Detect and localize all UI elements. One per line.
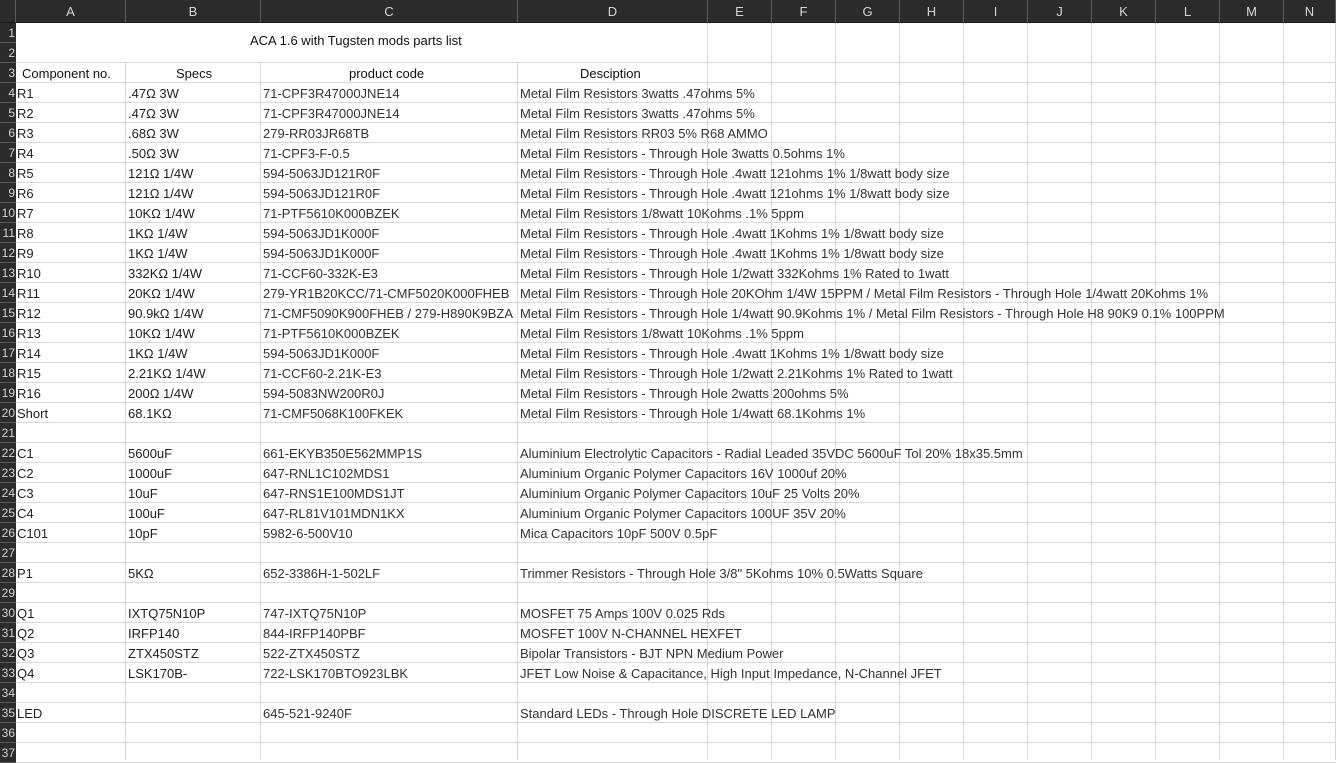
cell-product-code[interactable]: 594-5063JD1K000F: [263, 246, 380, 261]
row-header-17[interactable]: 17: [0, 343, 16, 363]
cell-description[interactable]: Metal Film Resistors 1/8watt 10Kohms .1% 5ppm: [520, 326, 804, 341]
gridline: [16, 742, 1336, 743]
cell-product-code[interactable]: 71-PTF5610K000BZEK: [263, 206, 400, 221]
gridline: [125, 63, 126, 760]
row-header-3[interactable]: 3: [0, 63, 16, 83]
cell-product-code[interactable]: 71-CCF60-2.21K-E3: [263, 366, 382, 381]
column-header-b[interactable]: B: [126, 0, 261, 23]
cell-description[interactable]: Metal Film Resistors - Through Hole 3watts 0.5ohms 1%: [520, 146, 845, 161]
gridline: [963, 23, 964, 760]
row-header-27[interactable]: 27: [0, 543, 16, 563]
row-header-10[interactable]: 10: [0, 203, 16, 223]
cell-specs[interactable]: 20KΩ 1/4W: [128, 286, 195, 301]
row-header-29[interactable]: 29: [0, 583, 16, 603]
cell-specs[interactable]: 10KΩ 1/4W: [128, 326, 195, 341]
cell-description[interactable]: Metal Film Resistors - Through Hole 1/2watt 332Kohms 1% Rated to 1watt: [520, 266, 949, 281]
cell-description[interactable]: Metal Film Resistors 3watts .47ohms 5%: [520, 106, 755, 121]
cell-specs[interactable]: .47Ω 3W: [128, 106, 179, 121]
row-header-28[interactable]: 28: [0, 563, 16, 583]
cell-description[interactable]: Metal Film Resistors - Through Hole 20KOhm 1/4W 15PPM / Metal Film Resistors - Through Hole 1/4watt 20Kohms 1%: [520, 286, 1209, 301]
cell-component[interactable]: Short: [17, 406, 49, 421]
row-header-31[interactable]: 31: [0, 623, 16, 643]
cell-product-code[interactable]: 71-PTF5610K000BZEK: [263, 326, 400, 341]
cell-specs[interactable]: 121Ω 1/4W: [128, 166, 194, 181]
cell-description[interactable]: Aluminium Electrolytic Capacitors - Radial Leaded 35VDC 5600uF Tol 20% 18x35.5mm: [520, 446, 1023, 461]
cell-description[interactable]: MOSFET 75 Amps 100V 0.025 Rds: [520, 606, 725, 621]
cell-component[interactable]: R8: [17, 226, 34, 241]
gridline: [707, 23, 708, 63]
description-header: Desciption: [580, 66, 641, 81]
gridline: [517, 63, 518, 760]
cell-specs[interactable]: 90.9kΩ 1/4W: [128, 306, 204, 321]
row-header-16[interactable]: 16: [0, 323, 16, 343]
cell-description[interactable]: Metal Film Resistors - Through Hole .4watt 121ohms 1% 1/8watt body size: [520, 166, 950, 181]
row-header-7[interactable]: 7: [0, 143, 16, 163]
row-header-18[interactable]: 18: [0, 363, 16, 383]
cell-description[interactable]: Metal Film Resistors - Through Hole 1/4watt 68.1Kohms 1%: [520, 406, 866, 421]
cell-component[interactable]: R12: [17, 306, 41, 321]
cell-component[interactable]: R2: [17, 106, 34, 121]
column-header-e[interactable]: E: [708, 0, 772, 23]
cell-specs[interactable]: LSK170B-: [128, 666, 188, 681]
row-header-8[interactable]: 8: [0, 163, 16, 183]
gridline: [1027, 23, 1028, 760]
cell-product-code[interactable]: 594-5063JD1K000F: [263, 346, 380, 361]
cell-description[interactable]: JFET Low Noise & Capacitance, High Input Impedance, N-Channel JFET: [520, 666, 942, 681]
cell-description[interactable]: Metal Film Resistors - Through Hole 1/4watt 90.9Kohms 1% / Metal Film Resistors - Through Hole H8 90K9 0.1% 100PPM: [520, 306, 1225, 321]
cell-description[interactable]: Metal Film Resistors - Through Hole .4watt 121ohms 1% 1/8watt body size: [520, 186, 950, 201]
cell-product-code[interactable]: 71-CPF3R47000JNE14: [263, 106, 400, 121]
column-header-j[interactable]: J: [1028, 0, 1092, 23]
cell-description[interactable]: Aluminium Organic Polymer Capacitors 16V 1000uf 20%: [520, 466, 847, 481]
cell-description[interactable]: Aluminium Organic Polymer Capacitors 10uF 25 Volts 20%: [520, 486, 860, 501]
cell-specs[interactable]: .68Ω 3W: [128, 126, 179, 141]
cell-component[interactable]: R7: [17, 206, 34, 221]
row-header-9[interactable]: 9: [0, 183, 16, 203]
row-header-6[interactable]: 6: [0, 123, 16, 143]
cell-product-code[interactable]: 594-5083NW200R0J: [263, 386, 385, 401]
cell-component[interactable]: R13: [17, 326, 41, 341]
row-header-14[interactable]: 14: [0, 283, 16, 303]
column-header-f[interactable]: F: [772, 0, 836, 23]
cell-specs[interactable]: 100uF: [128, 506, 165, 521]
cell-component[interactable]: Q1: [17, 606, 35, 621]
cell-component[interactable]: R9: [17, 246, 34, 261]
row-header-23[interactable]: 23: [0, 463, 16, 483]
row-header-2[interactable]: 2: [0, 43, 16, 63]
cell-product-code[interactable]: 844-IRFP140PBF: [263, 626, 366, 641]
cell-component[interactable]: R14: [17, 346, 41, 361]
column-header-h[interactable]: H: [900, 0, 964, 23]
cell-component[interactable]: R3: [17, 126, 34, 141]
cell-product-code[interactable]: 647-RNL1C102MDS1: [263, 466, 390, 481]
cell-specs[interactable]: 10KΩ 1/4W: [128, 206, 195, 221]
cell-specs[interactable]: 1KΩ 1/4W: [128, 246, 188, 261]
cell-description[interactable]: Mica Capacitors 10pF 500V 0.5pF: [520, 526, 718, 541]
cell-product-code[interactable]: 522-ZTX450STZ: [263, 646, 360, 661]
cell-specs[interactable]: 10pF: [128, 526, 158, 541]
cell-component[interactable]: LED: [17, 706, 43, 721]
cell-product-code[interactable]: 71-CPF3R47000JNE14: [263, 86, 400, 101]
cell-description[interactable]: Aluminium Organic Polymer Capacitors 100UF 35V 20%: [520, 506, 846, 521]
cell-description[interactable]: Metal Film Resistors - Through Hole .4watt 1Kohms 1% 1/8watt body size: [520, 246, 944, 261]
cell-product-code[interactable]: 722-LSK170BTO923LBK: [263, 666, 409, 681]
cell-component[interactable]: Q3: [17, 646, 35, 661]
gridline: [1091, 23, 1092, 760]
cell-specs[interactable]: .47Ω 3W: [128, 86, 179, 101]
cell-product-code[interactable]: 71-CPF3-F-0.5: [263, 146, 350, 161]
row-header-12[interactable]: 12: [0, 243, 16, 263]
cell-component[interactable]: C3: [17, 486, 34, 501]
cell-component[interactable]: R1: [17, 86, 34, 101]
gridline: [899, 23, 900, 760]
cell-component[interactable]: R4: [17, 146, 34, 161]
cell-description[interactable]: Metal Film Resistors 1/8watt 10Kohms .1% 5ppm: [520, 206, 804, 221]
cell-specs[interactable]: ZTX450STZ: [128, 646, 199, 661]
column-header-g[interactable]: G: [836, 0, 900, 23]
row-header-5[interactable]: 5: [0, 103, 16, 123]
cell-description[interactable]: Metal Film Resistors RR03 5% R68 AMMO: [520, 126, 768, 141]
cell-specs[interactable]: 121Ω 1/4W: [128, 186, 194, 201]
row-header-21[interactable]: 21: [0, 423, 16, 443]
component-header: Component no.: [22, 66, 111, 81]
cell-component[interactable]: R11: [17, 286, 40, 301]
row-header-19[interactable]: 19: [0, 383, 16, 403]
column-header-c[interactable]: C: [261, 0, 518, 23]
column-header-i[interactable]: I: [964, 0, 1028, 23]
gridline: [16, 62, 1336, 63]
column-header-d[interactable]: D: [518, 0, 708, 23]
row-header-33[interactable]: 33: [0, 663, 16, 683]
cell-product-code[interactable]: 647-RL81V101MDN1KX: [263, 506, 405, 521]
gridline: [260, 63, 261, 760]
cell-specs[interactable]: 1KΩ 1/4W: [128, 346, 188, 361]
column-header-a[interactable]: A: [16, 0, 126, 23]
cell-component[interactable]: C4: [17, 506, 34, 521]
cell-component[interactable]: R15: [17, 366, 41, 381]
gridline: [16, 602, 1336, 603]
cell-product-code[interactable]: 645-521-9240F: [263, 706, 352, 721]
specs-header: Specs: [176, 66, 213, 81]
cell-product-code[interactable]: 279-YR1B20KCC/71-CMF5020K000FHEB: [263, 286, 510, 301]
row-header-30[interactable]: 30: [0, 603, 16, 623]
column-header-k[interactable]: K: [1092, 0, 1156, 23]
cell-specs[interactable]: 1000uF: [128, 466, 173, 481]
column-header-n[interactable]: N: [1284, 0, 1336, 23]
cell-product-code[interactable]: 71-CCF60-332K-E3: [263, 266, 378, 281]
cell-specs[interactable]: 332KΩ 1/4W: [128, 266, 203, 281]
cell-specs[interactable]: IRFP140: [128, 626, 180, 641]
row-header-22[interactable]: 22: [0, 443, 16, 463]
cell-component[interactable]: C2: [17, 466, 34, 481]
cell-component[interactable]: C101: [17, 526, 49, 541]
cell-description[interactable]: Standard LEDs - Through Hole DISCRETE LED LAMP: [520, 706, 836, 721]
cell-product-code[interactable]: 5982-6-500V10: [263, 526, 353, 541]
cell-component[interactable]: R5: [17, 166, 34, 181]
row-header-26[interactable]: 26: [0, 523, 16, 543]
cell-specs[interactable]: IXTQ75N10P: [128, 606, 206, 621]
cell-component[interactable]: Q2: [17, 626, 35, 641]
cell-specs[interactable]: 10uF: [128, 486, 158, 501]
cell-component[interactable]: R6: [17, 186, 34, 201]
cell-description[interactable]: Metal Film Resistors 3watts .47ohms 5%: [520, 86, 755, 101]
cell-specs[interactable]: 2.21KΩ 1/4W: [128, 366, 206, 381]
row-header-4[interactable]: 4: [0, 83, 16, 103]
product-code-header: product code: [349, 66, 425, 81]
cell-description[interactable]: Metal Film Resistors - Through Hole 1/2watt 2.21Kohms 1% Rated to 1watt: [520, 366, 953, 381]
cell-specs[interactable]: 68.1KΩ: [128, 406, 172, 421]
cell-specs[interactable]: 5KΩ: [128, 566, 154, 581]
row-header-25[interactable]: 25: [0, 503, 16, 523]
gridline: [16, 562, 1336, 563]
column-header-m[interactable]: M: [1220, 0, 1284, 23]
cell-product-code[interactable]: 647-RNS1E100MDS1JT: [263, 486, 405, 501]
row-header-32[interactable]: 32: [0, 643, 16, 663]
cell-component[interactable]: C1: [17, 446, 34, 461]
row-header-1[interactable]: 1: [0, 23, 16, 43]
sheet-title: ACA 1.6 with Tugsten mods parts list: [250, 33, 462, 48]
row-header-37[interactable]: 37: [0, 743, 16, 763]
cell-component[interactable]: R10: [17, 266, 41, 281]
row-header-15[interactable]: 15: [0, 303, 16, 323]
cell-component[interactable]: R16: [17, 386, 41, 401]
cell-description[interactable]: Metal Film Resistors - Through Hole 2watts 200ohms 5%: [520, 386, 849, 401]
cell-product-code[interactable]: 747-IXTQ75N10P: [263, 606, 367, 621]
cell-product-code[interactable]: 71-CMF5068K100FKEK: [263, 406, 404, 421]
row-header-35[interactable]: 35: [0, 703, 16, 723]
row-header-11[interactable]: 11: [0, 223, 16, 243]
row-header-13[interactable]: 13: [0, 263, 16, 283]
cell-product-code[interactable]: 652-3386H-1-502LF: [263, 566, 381, 581]
cell-product-code[interactable]: 71-CMF5090K900FHEB / 279-H890K9BZA: [263, 306, 514, 321]
row-header-24[interactable]: 24: [0, 483, 16, 503]
cell-product-code[interactable]: 594-5063JD1K000F: [263, 226, 380, 241]
select-all-corner[interactable]: [0, 0, 16, 23]
gridline: [1219, 23, 1220, 760]
gridline: [1155, 23, 1156, 760]
column-header-l[interactable]: L: [1156, 0, 1220, 23]
row-header-34[interactable]: 34: [0, 683, 16, 703]
cell-component[interactable]: P1: [17, 566, 33, 581]
cell-description[interactable]: Bipolar Transistors - BJT NPN Medium Power: [520, 646, 784, 661]
gridline: [16, 82, 1336, 83]
cell-specs[interactable]: 5600uF: [128, 446, 173, 461]
cell-specs[interactable]: 1KΩ 1/4W: [128, 226, 188, 241]
cell-description[interactable]: Metal Film Resistors - Through Hole .4watt 1Kohms 1% 1/8watt body size: [520, 346, 944, 361]
cell-description[interactable]: Trimmer Resistors - Through Hole 3/8" 5Kohms 10% 0.5Watts Square: [520, 566, 923, 581]
cell-specs[interactable]: .50Ω 3W: [128, 146, 179, 161]
cell-product-code[interactable]: 594-5063JD121R0F: [263, 186, 381, 201]
row-header-20[interactable]: 20: [0, 403, 16, 423]
cell-product-code[interactable]: 661-EKYB350E562MMP1S: [263, 446, 422, 461]
cell-product-code[interactable]: 279-RR03JR68TB: [263, 126, 370, 141]
cell-description[interactable]: MOSFET 100V N-CHANNEL HEXFET: [520, 626, 742, 641]
cell-product-code[interactable]: 594-5063JD121R0F: [263, 166, 381, 181]
cell-component[interactable]: Q4: [17, 666, 35, 681]
row-header-36[interactable]: 36: [0, 723, 16, 743]
gridline: [1283, 23, 1284, 760]
cell-specs[interactable]: 200Ω 1/4W: [128, 386, 194, 401]
gridline: [16, 702, 1336, 703]
gridline: [16, 442, 1336, 443]
cell-description[interactable]: Metal Film Resistors - Through Hole .4watt 1Kohms 1% 1/8watt body size: [520, 226, 944, 241]
